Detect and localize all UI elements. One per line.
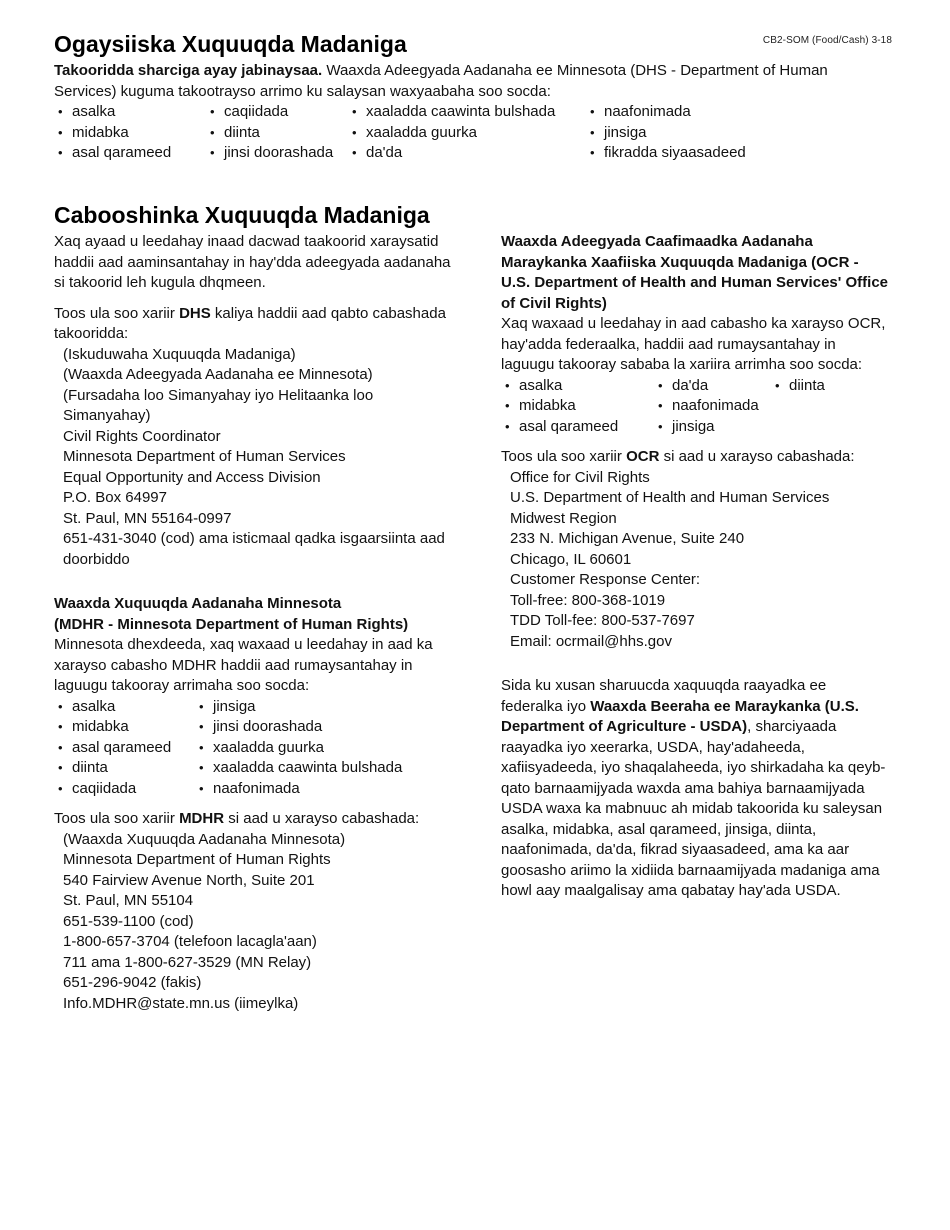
notice-lead: Takooridda sharciga ayay jabinaysaa. — [54, 62, 323, 79]
address-line: P.O. Box 64997 — [63, 489, 167, 506]
list-item: • jinsi doorashada — [206, 143, 348, 164]
ocr-contact-pre: Toos ula soo xariir — [501, 448, 627, 465]
mdhr-column-1 — [54, 697, 195, 800]
usda-paragraph — [501, 676, 891, 902]
address-line: 233 N. Michigan Avenue, Suite 240 — [510, 530, 745, 547]
mdhr-bullet-columns — [54, 697, 454, 800]
address-line: Customer Response Center: — [510, 571, 701, 588]
list-item: • midabka — [501, 396, 654, 417]
list-item: • xaaladda guurka — [348, 123, 586, 144]
usda-bold: Waaxda Beeraha ee Maraykanka (U.S. Department of Agriculture - USDA) — [501, 697, 859, 735]
address-line: Midwest Region — [510, 509, 617, 527]
list-item: • diinta — [206, 123, 348, 144]
address-line: Civil Rights Coordinator — [63, 427, 221, 445]
address-line: TDD Toll-fee: 800-537-7697 — [510, 612, 695, 629]
notice-column-2 — [206, 102, 348, 164]
ocr-heading: Waaxda Adeegyada Caafimaadka Aadanaha Maraykanka Xaafiiska Xuquuqda Madaniga (OCR - U.S. Department of Health and Human Services' Office of Civil Rights) — [501, 233, 888, 312]
address-line: U.S. Department of Health and Human Services — [510, 489, 830, 506]
dhs-contact-line — [54, 304, 454, 345]
address-line: Minnesota Department of Human Rights — [63, 851, 331, 868]
address-line: 651-431-3040 (cod) ama isticmaal qadka isgaarsiinta aad doorbiddo — [63, 530, 445, 568]
mdhr-contact-bold: MDHR — [179, 810, 225, 827]
address-line: (Waaxda Adeegyada Aadanaha ee Minnesota) — [63, 366, 373, 383]
list-item: • asalka — [54, 102, 206, 123]
mdhr-contact-line — [54, 809, 454, 830]
notice-paragraph — [54, 61, 894, 102]
ocr-address — [501, 468, 891, 653]
address-line: 711 ama 1-800-627-3529 (MN Relay) — [63, 953, 312, 971]
list-item: • jinsiga — [195, 697, 445, 718]
list-item: • asal qarameed — [54, 143, 206, 164]
list-item: • naafonimada — [195, 779, 445, 800]
mdhr-address — [54, 830, 454, 1015]
list-item: • jinsiga — [586, 123, 806, 144]
address-line: St. Paul, MN 55164-0997 — [63, 509, 232, 527]
page-title: Ogaysiiska Xuquuqda Madaniga — [54, 31, 407, 57]
complaints-intro: Xaq ayaad u leedahay inaad dacwad taakoorid xaraysatid haddii aad aaminsantahay in hay'dda adeegyada aadanaha si takoorid leh kugula dhqmeen. — [54, 233, 451, 291]
complaints-title: Cabooshinka Xuquuqda Madaniga — [54, 202, 430, 228]
address-line: (Waaxda Xuquuqda Aadanaha Minnesota) — [63, 830, 346, 848]
notice-column-4 — [586, 102, 806, 164]
list-item: • da'da — [654, 376, 771, 397]
right-column — [501, 232, 891, 902]
list-item: • midabka — [54, 123, 206, 144]
list-item: • naafonimada — [654, 396, 771, 417]
address-line: Minnesota Department of Human Services — [63, 448, 346, 465]
list-item: • midabka — [54, 717, 195, 738]
address-line: (Fursadaha loo Simanyahay iyo Helitaanka loo Simanyahay) — [63, 386, 374, 424]
mdhr-heading-line1: Waaxda Xuquuqda Aadanaha Minnesota — [54, 595, 342, 612]
ocr-contact-line — [501, 447, 891, 468]
form-code: CB2-SOM (Food/Cash) 3-18 — [762, 35, 892, 46]
email-link[interactable]: Info.MDHR@state.mn.us (iimeylka) — [63, 994, 299, 1012]
list-item: • asalka — [501, 376, 654, 397]
list-item: • caqiidada — [206, 102, 348, 123]
list-item: • jinsi doorashada — [195, 717, 445, 738]
address-line: (Iskuduwaha Xuquuqda Madaniga) — [63, 345, 296, 363]
ocr-column-3 — [771, 376, 881, 438]
left-column — [54, 232, 454, 1014]
email-link[interactable]: Email: ocrmail@hhs.gov — [510, 632, 672, 650]
address-line: Equal Opportunity and Access Division — [63, 468, 321, 486]
address-line: 651-539-1100 (cod) — [63, 912, 194, 930]
mdhr-text: Minnesota dhexdeeda, xaq waxaad u leedahay in aad ka xarayso cabasho MDHR haddii aad rumaysantahay in laguugu takooray arrimaha soo socda: — [54, 636, 433, 694]
list-item: • xaaladda guurka — [195, 738, 445, 759]
list-item: • caqiidada — [54, 779, 195, 800]
ocr-contact-bold: OCR — [626, 448, 660, 465]
list-item: • xaaladda caawinta bulshada — [348, 102, 586, 123]
list-item: • jinsiga — [654, 417, 771, 438]
list-item: • fikradda siyaasadeed — [586, 143, 806, 164]
address-line: Office for Civil Rights — [510, 468, 650, 486]
address-line: 1-800-657-3704 (telefoon lacagla'aan) — [63, 933, 317, 950]
list-item: • asalka — [54, 697, 195, 718]
notice-text: Waaxda Adeegyada Aadanaha ee Minnesota (DHS - Department of Human Services) kuguma takootrayso arrimo ku salaysan waxyaabaha soo socda: — [54, 62, 828, 100]
notice-bullet-columns — [54, 102, 894, 164]
list-item: • diinta — [771, 376, 881, 397]
notice-column-1 — [54, 102, 206, 164]
address-line: St. Paul, MN 55104 — [63, 892, 194, 909]
ocr-contact-post: si aad u xarayso cabashada: — [659, 448, 855, 465]
mdhr-contact-pre: Toos ula soo xariir — [54, 810, 180, 827]
ocr-bullet-columns — [501, 376, 891, 438]
ocr-text: Xaq waxaad u leedahay in aad cabasho ka xarayso OCR, hay'adda federaalka, haddii aad rumaysantahay in laguugu takooray sababa la xariira arrimha soo socda: — [501, 315, 886, 373]
list-item: • diinta — [54, 758, 195, 779]
list-item: • naafonimada — [586, 102, 806, 123]
mdhr-heading — [54, 594, 454, 635]
mdhr-heading-line2: (MDHR - Minnesota Department of Human Rights) — [54, 615, 409, 633]
usda-pre: Sida ku xusan sharuucda xaquuqda raayadka ee federalka iyo — [501, 677, 827, 715]
address-line: 540 Fairview Avenue North, Suite 201 — [63, 871, 315, 889]
dhs-contact-pre: Toos ula soo xariir — [54, 304, 180, 322]
dhs-contact-bold: DHS — [179, 304, 211, 322]
address-line: Chicago, IL 60601 — [510, 550, 632, 568]
dhs-contact-post: kaliya haddii aad qabto cabashada takooridda: — [54, 304, 446, 342]
ocr-column-2 — [654, 376, 771, 438]
usda-post: , sharciyaada raayadka iyo xeerarka, USDA, hay'adaheeda, xafiisyadeeda, iyo shaqalaheeda, iyo shirkadaha ka qeyb-qato barnaamijyada waxda ama bahiya barnaamijyada USDA waxa ka mabnuuc ah midab takoorida ku saleysan asalka, midabka, asal qarameed, jinsiga, diinta, naafonimada, da'da, fikrad siyaasadeed, ama ka aar goosasho ariimo la xidiida barnaamijyada madaniga ama howl aay maalgalisay ama qabatay hay'ada USDA. — [501, 718, 886, 899]
mdhr-contact-post: si aad u xarayso cabashada: — [224, 810, 420, 827]
address-line: 651-296-9042 (fakis) — [63, 974, 202, 991]
list-item: • asal qarameed — [501, 417, 654, 438]
notice-column-3 — [348, 102, 586, 164]
list-item: • da'da — [348, 143, 586, 164]
list-item: • asal qarameed — [54, 738, 195, 759]
dhs-address — [54, 345, 454, 571]
ocr-column-1 — [501, 376, 654, 438]
nondiscrimination-section — [54, 30, 894, 164]
list-item: • xaaladda caawinta bulshada — [195, 758, 445, 779]
address-line: Toll-free: 800-368-1019 — [510, 591, 666, 609]
mdhr-column-2 — [195, 697, 445, 800]
